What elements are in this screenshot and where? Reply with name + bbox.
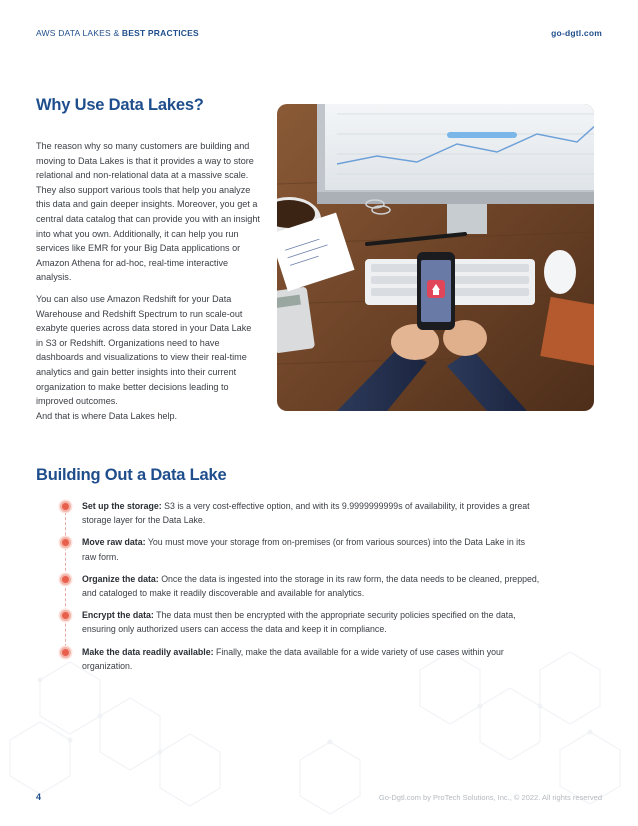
copyright-notice: Go-Dgtl.com by ProTech Solutions, Inc., © 2022. All rights reserved (378, 793, 602, 802)
bullet-dot-icon (60, 501, 71, 512)
bullet-dot-icon (60, 647, 71, 658)
section-title-why: Why Use Data Lakes? (36, 96, 204, 114)
steps-list (60, 499, 540, 681)
document-title: AWS DATA LAKES & BEST PRACTICES (36, 28, 199, 38)
list-item: Organize the data: Once the data is ingested into the storage in its raw form, the data needs to be cleaned, prepped, and cataloged to make it readily discoverable and available for analytics. (60, 572, 540, 600)
section-title-building: Building Out a Data Lake (36, 466, 227, 484)
bullet-dot-icon (60, 610, 71, 621)
site-link[interactable]: go-dgtl.com (551, 28, 602, 38)
list-item: Set up the storage: S3 is a very cost-effective option, and with its 9.9999999999s of availability, it provides a great storage layer for the Data Lake. (60, 499, 540, 527)
page-number: 4 (36, 792, 42, 802)
paragraph: And that is where Data Lakes help. (36, 410, 178, 421)
list-item: Make the data readily available: Finally, make the data available for a wide variety of use cases within your organization. (60, 645, 540, 673)
paragraph: You can also use Amazon Redshift for your Data Warehouse and Redshift Spectrum to run scale-out exabyte queries across data stored in your Data Lake in S3 or Redshift. Organizations need to have dashboards and visualizations to view their real-time analytics and gain better insights into their current organization to make better decisions leading to improved outcomes. (36, 293, 252, 407)
list-item: Move raw data: You must move your storage from on-premises (or from various sources) into the Data Lake in its raw form. (60, 535, 540, 563)
page-header (36, 28, 602, 42)
intro-text (36, 139, 260, 430)
desk-photo (277, 104, 594, 411)
list-item: Encrypt the data: The data must then be encrypted with the appropriate security policies specified on the data, ensuring only authorized users can access the data and keep it in compliance. (60, 608, 540, 636)
page-footer (36, 792, 602, 804)
bullet-dot-icon (60, 574, 71, 585)
bullet-dot-icon (60, 537, 71, 548)
paragraph: The reason why so many customers are building and moving to Data Lakes is that it provides a way to store relational and non-relational data at a massive scale. They also support various tools that help you analyze this data and gain deeper insights. Moreover, you get a central data catalog that can provide you with an insight into what you own. Additionally, it can help you run services like EMR for your Big Data applications or Amazon Athena for ad-hoc, real-time interactive analysis. (36, 141, 260, 283)
